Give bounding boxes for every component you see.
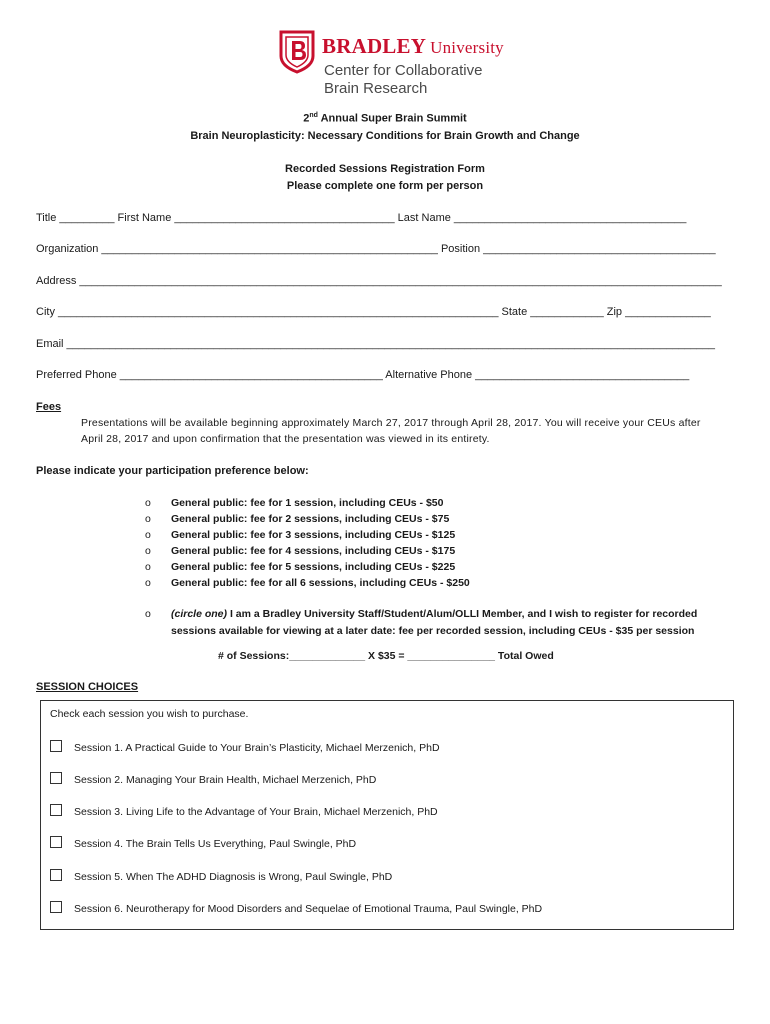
session-item-2[interactable] [50,772,376,786]
option-label: General public: fee for 5 sessions, including CEUs - $225 [171,561,456,573]
logo-name: BRADLEY [322,34,427,58]
option-label: General public: fee for 2 sessions, including CEUs - $75 [171,513,450,525]
session-label: Session 6. Neurotherapy for Mood Disorders and Sequelae of Emotional Trauma, Paul Swingle, PhD [74,903,543,915]
session-instruction: Check each session you wish to purchase. [50,708,249,720]
session-label: Session 2. Managing Your Brain Health, Michael Merzenich, PhD [74,774,377,786]
option-1[interactable] [145,497,444,509]
organization-position-row[interactable]: Organization _______________________________________________________ Position ______________________________________ [36,243,716,255]
participation-heading: Please indicate your participation preference below: [36,465,309,477]
address-row[interactable]: Address _________________________________________________________________________________________________________ [36,275,722,287]
logo-university: University [430,38,504,57]
bradley-logo [278,30,538,102]
checkbox[interactable] [50,869,62,881]
city-state-zip-row[interactable]: City ________________________________________________________________________ State ____________ Zip ______________ [36,306,711,318]
member-option-label: I am a Bradley University Staff/Student/Alum/OLLI Member, and I wish to register for recorded sessions available for viewing at a later date: fee per recorded session, including CEUs - $35 per session [171,608,698,637]
logo-sub-line-2: Brain Research [324,80,428,97]
session-item-4[interactable] [50,836,356,850]
option-bullet: o [145,545,151,557]
option-bullet: o [145,608,151,620]
option-4[interactable] [145,545,455,557]
option-6[interactable] [145,577,470,589]
option-label: General public: fee for all 6 sessions, including CEUs - $250 [171,577,470,589]
option-label: General public: fee for 1 session, including CEUs - $50 [171,497,444,509]
summit-name: Annual Super Brain Summit [317,112,467,125]
session-label: Session 3. Living Life to the Advantage of Your Brain, Michael Merzenich, PhD [74,806,438,818]
email-row[interactable]: Email __________________________________________________________________________________________________________ [36,338,716,350]
option-label: General public: fee for 4 sessions, including CEUs - $175 [171,545,456,557]
session-label: Session 4. The Brain Tells Us Everything, Paul Swingle, PhD [74,838,357,850]
checkbox[interactable] [50,836,62,848]
form-title: Recorded Sessions Registration Form [285,163,485,175]
checkbox[interactable] [50,772,62,784]
logo-sub-line-1: Center for Collaborative [324,62,483,79]
shield-logo-icon [278,30,316,74]
sessions-calculation[interactable]: # of Sessions:_____________ X $35 = _______________ Total Owed [218,650,554,662]
summit-title [0,112,770,125]
option-3[interactable] [145,529,455,541]
option-bullet: o [145,561,151,573]
session-label: Session 1. A Practical Guide to Your Brain’s Plasticity, Michael Merzenich, PhD [74,742,440,754]
fees-heading: Fees [36,401,62,413]
option-2[interactable] [145,513,449,525]
option-bullet: o [145,577,151,589]
edition-number: 2 [303,112,310,125]
option-label: General public: fee for 3 sessions, including CEUs - $125 [171,529,456,541]
edition-suffix: nd [309,112,318,119]
option-bullet: o [145,497,151,509]
title-name-row[interactable]: Title _________ First Name ____________________________________ Last Name ______________________________________ [36,212,687,224]
option-bullet: o [145,529,151,541]
fees-text: Presentations will be available beginning approximately March 27, 2017 through April 28, 2017. You will receive your CEUs after April 28, 2017 and upon confirmation that the presentation was viewed in its entirety. [81,417,701,445]
checkbox[interactable] [50,901,62,913]
session-item-1[interactable] [50,740,440,754]
form-instruction: Please complete one form per person [286,180,484,192]
option-bullet: o [145,513,151,525]
option-5[interactable] [145,561,455,573]
session-choices-heading: SESSION CHOICES [36,681,139,693]
session-item-6[interactable] [50,901,542,915]
phone-row[interactable]: Preferred Phone ___________________________________________ Alternative Phone ___________________________________ [36,369,690,381]
session-item-3[interactable] [50,804,438,818]
session-label: Session 5. When The ADHD Diagnosis is Wrong, Paul Swingle, PhD [74,871,393,883]
checkbox[interactable] [50,740,62,752]
summit-subtitle: Brain Neuroplasticity: Necessary Conditions for Brain Growth and Change [190,130,580,142]
circle-one-note: (circle one) [171,608,228,620]
checkbox[interactable] [50,804,62,816]
member-option[interactable] [145,606,745,640]
session-item-5[interactable] [50,869,392,883]
